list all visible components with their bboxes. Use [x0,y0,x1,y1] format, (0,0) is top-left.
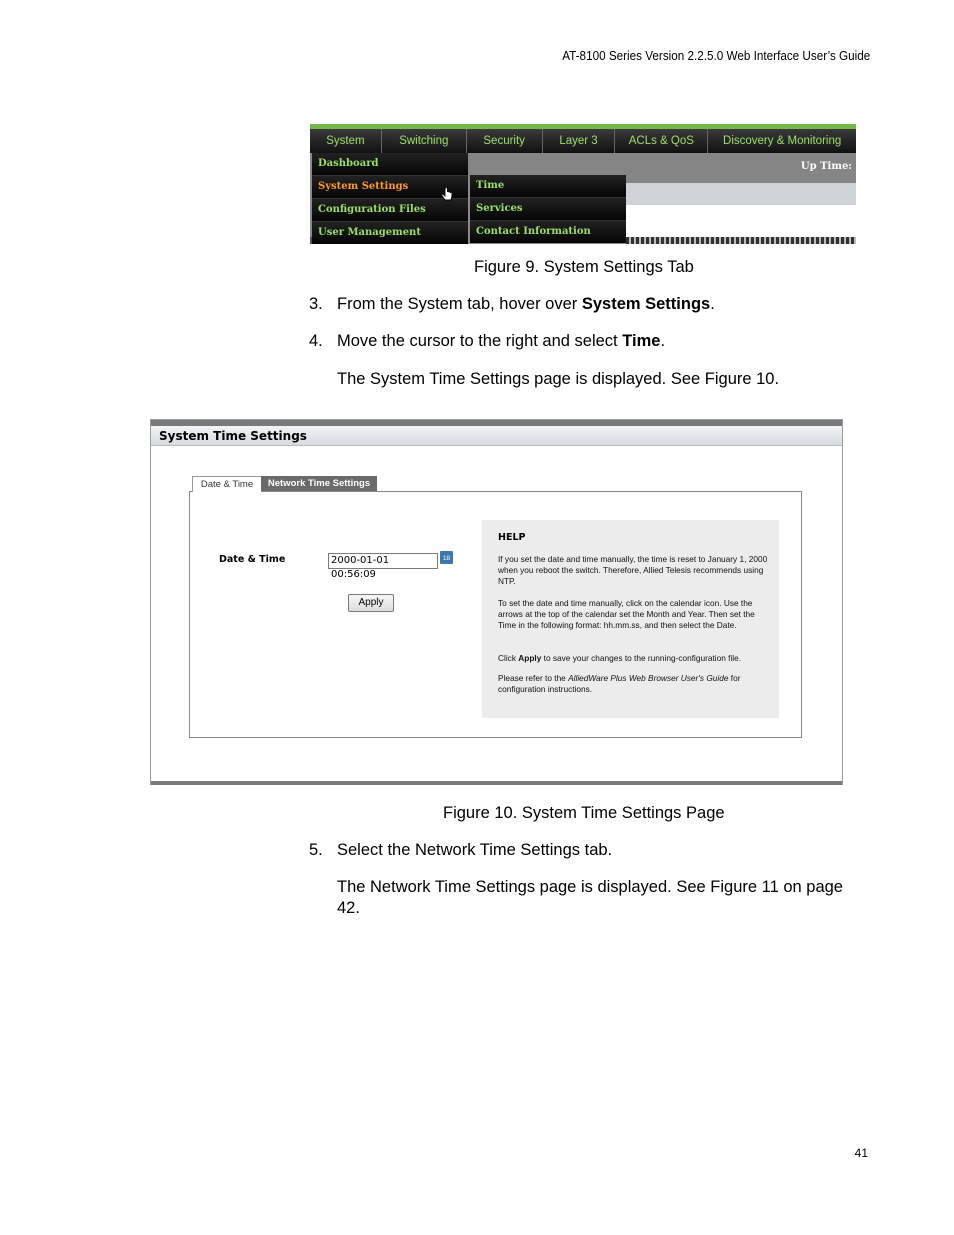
step-4-text [337,332,665,351]
tab-network-time-settings[interactable]: Network Time Settings [261,476,377,491]
step-4-note: The System Time Settings page is displayed. See Figure 10. [337,370,780,388]
menu-item-user-management[interactable]: User Management [312,222,468,244]
nav-tab-discovery-monitoring[interactable]: Discovery & Monitoring [723,135,842,147]
submenu-item-contact-information[interactable]: Contact Information [470,221,626,243]
calendar-icon[interactable]: 18 [440,551,453,564]
step-5-note-line-2: 42. [337,899,360,917]
help-paragraph-3 [498,653,774,664]
help-p4-italic: AlliedWare Plus Web Browser User's Guide [568,673,729,683]
nav-tab-layer3[interactable]: Layer 3 [543,129,616,153]
step-4-number: 4. [309,332,323,350]
menu-item-configuration-files[interactable]: Configuration Files [312,199,468,222]
content-band [626,183,856,205]
step-5 [309,841,869,863]
apply-button[interactable]: Apply [348,594,394,612]
uptime-label: Up Time: [800,161,852,172]
step-5-number: 5. [309,841,323,859]
help-p3-bold: Apply [518,653,542,663]
step-3-text-plain: From the System tab, hover over [337,295,582,313]
figure-9-caption: Figure 9. System Settings Tab [474,258,694,276]
nav-tab-system[interactable]: System [310,129,382,153]
submenu-item-services[interactable]: Services [470,198,626,221]
content-area [626,205,856,237]
help-p4-pre: Please refer to the [498,673,569,683]
help-p4-post: for configuration instructions. [498,673,741,694]
submenu-item-time[interactable]: Time [470,175,626,198]
step-3-text-bold: System Settings [581,295,711,313]
menu-item-dashboard[interactable]: Dashboard [312,153,468,176]
hand-cursor-icon [441,187,453,203]
page-number: 41 [854,1146,868,1160]
nav-tab-acls-qos[interactable]: ACLs & QoS [615,129,708,153]
help-paragraph-2: To set the date and time manually, click on the calendar icon. Use the arrows at the top of the calendar set the Month and Year. Then set the Time in the following format: hh.mm.ss, and then select the Date. [498,598,755,630]
tab-date-time[interactable]: Date & Time [192,476,262,492]
date-time-label: Date & Time [219,554,286,565]
step-3-number: 3. [309,295,323,313]
figure-9-system-settings-tab [310,124,856,244]
help-panel [482,520,779,718]
step-4-text-end: . [660,332,666,350]
figure-10-system-time-settings [150,419,843,785]
nav-tab-switching[interactable]: Switching [382,129,467,153]
nav-tab-security[interactable]: Security [467,129,543,153]
step-5-text: Select the Network Time Settings tab. [337,841,613,859]
date-time-input[interactable]: 2000-01-01 00:56:09 [328,553,438,569]
running-header: AT-8100 Series Version 2.2.5.0 Web Interface User’s Guide [561,48,870,63]
step-3-text [337,295,715,314]
help-paragraph-4 [498,673,774,695]
figure-10-caption: Figure 10. System Time Settings Page [443,804,725,822]
system-settings-submenu [470,175,626,243]
window-bottom-border [151,781,842,785]
step-4-text-plain: Move the cursor to the right and select [337,332,623,350]
help-p3-post: to save your changes to the running-configuration file. [541,653,742,663]
step-4-text-bold: Time [622,332,661,350]
step-3 [309,295,869,317]
main-nav-bar [310,129,856,153]
dotted-divider [626,237,856,244]
step-4 [309,332,869,354]
help-paragraph-1: If you set the date and time manually, the time is reset to January 1, 2000 when you reboot the switch. Therefore, Allied Telesis recommends using NTP. [498,554,768,586]
step-3-text-end: . [710,295,715,313]
step-5-note-line-1: The Network Time Settings page is displayed. See Figure 11 on page [337,878,843,896]
menu-item-system-settings[interactable]: System Settings [312,176,468,199]
window-title: System Time Settings [159,429,307,443]
help-p3-pre: Click [498,653,519,663]
help-title: HELP [498,532,526,543]
